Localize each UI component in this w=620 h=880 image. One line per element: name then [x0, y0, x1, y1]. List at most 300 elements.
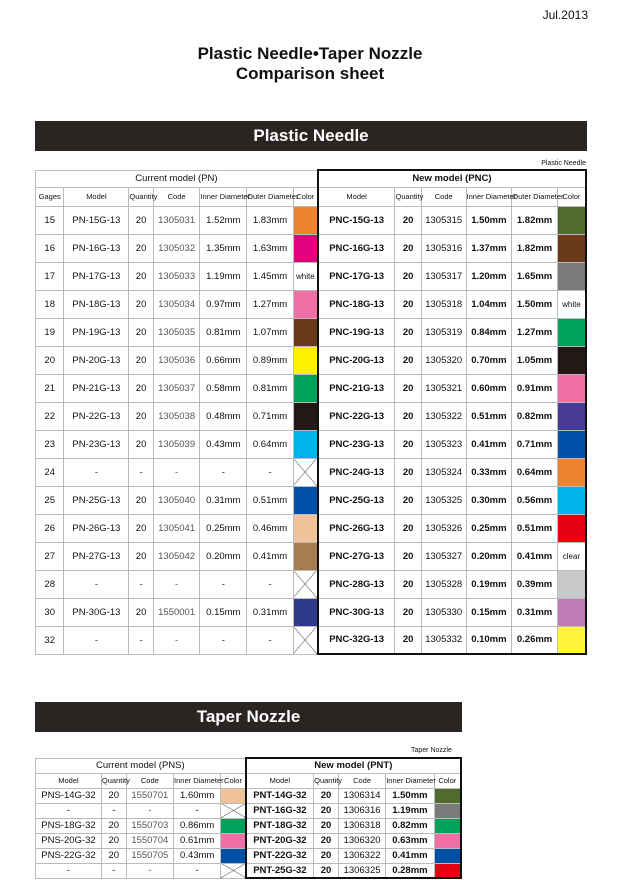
new-color-swatch	[557, 318, 586, 346]
new-model-cell: PNT-20G-32	[246, 833, 314, 848]
column-header: Code	[421, 187, 466, 206]
code-cell: 1550705	[126, 848, 173, 863]
new-quantity-cell: 20	[395, 402, 421, 430]
table-row	[36, 788, 462, 803]
outer-diameter-cell: 1.83mm	[247, 206, 294, 234]
inner-diameter-cell: -	[174, 803, 221, 818]
new-quantity-cell: 20	[395, 318, 421, 346]
code-cell: 1305032	[153, 234, 200, 262]
inner-diameter-cell: -	[200, 458, 247, 486]
code-cell: 1550701	[126, 788, 173, 803]
table-row	[36, 818, 462, 833]
new-code-cell: 1305318	[421, 290, 466, 318]
new-color-swatch	[434, 818, 461, 833]
outer-diameter-cell: 0.46mm	[247, 514, 294, 542]
gage-cell: 20	[36, 346, 64, 374]
color-swatch	[293, 402, 317, 430]
new-quantity-cell: 20	[395, 374, 421, 402]
new-quantity-cell: 20	[314, 848, 339, 863]
group-header-row	[36, 170, 587, 187]
new-color-swatch	[557, 430, 586, 458]
new-color-swatch	[557, 346, 586, 374]
table-row	[36, 234, 587, 262]
table-row	[36, 402, 587, 430]
plastic-needle-banner: Plastic Needle	[35, 121, 587, 151]
new-quantity-cell: 20	[395, 570, 421, 598]
quantity-cell: 20	[101, 788, 126, 803]
table-row	[36, 374, 587, 402]
outer-diameter-cell: 1.45mm	[247, 262, 294, 290]
color-swatch: white	[293, 262, 317, 290]
new-inner-diameter-cell: 1.50mm	[466, 206, 512, 234]
quantity-cell: 20	[101, 833, 126, 848]
quantity-cell: 20	[129, 374, 153, 402]
new-model-cell: PNT-16G-32	[246, 803, 314, 818]
new-quantity-cell: 20	[395, 234, 421, 262]
new-code-cell: 1305324	[421, 458, 466, 486]
color-swatch	[221, 803, 246, 818]
current-model-header: Current model (PN)	[36, 170, 318, 187]
code-cell: 1550704	[126, 833, 173, 848]
column-header: Color	[293, 187, 317, 206]
column-header: Model	[36, 773, 102, 788]
gage-cell: 23	[36, 430, 64, 458]
code-cell: 1305033	[153, 262, 200, 290]
new-code-cell: 1305328	[421, 570, 466, 598]
model-cell: -	[36, 803, 102, 818]
quantity-cell: 20	[101, 848, 126, 863]
new-inner-diameter-cell: 1.19mm	[386, 803, 434, 818]
column-header: Outer Diameter	[512, 187, 558, 206]
column-header: Inner Diameter	[200, 187, 247, 206]
new-color-swatch: clear	[557, 542, 586, 570]
outer-diameter-cell: 0.51mm	[247, 486, 294, 514]
quantity-cell: 20	[129, 234, 153, 262]
inner-diameter-cell: 0.15mm	[200, 598, 247, 626]
inner-diameter-cell: -	[200, 626, 247, 654]
new-outer-diameter-cell: 0.26mm	[512, 626, 558, 654]
new-outer-diameter-cell: 0.41mm	[512, 542, 558, 570]
table-row	[36, 598, 587, 626]
code-cell: 1305041	[153, 514, 200, 542]
new-model-cell: PNT-14G-32	[246, 788, 314, 803]
new-code-cell: 1305320	[421, 346, 466, 374]
code-cell: 1550001	[153, 598, 200, 626]
new-code-cell: 1306318	[338, 818, 385, 833]
column-header: Code	[126, 773, 173, 788]
outer-diameter-cell: 1.07mm	[247, 318, 294, 346]
new-quantity-cell: 20	[395, 626, 421, 654]
new-outer-diameter-cell: 1.82mm	[512, 206, 558, 234]
quantity-cell: -	[129, 570, 153, 598]
new-code-cell: 1305326	[421, 514, 466, 542]
new-code-cell: 1305317	[421, 262, 466, 290]
new-model-cell: PNC-32G-13	[318, 626, 395, 654]
quantity-cell: -	[129, 626, 153, 654]
taper-nozzle-banner: Taper Nozzle	[35, 702, 462, 732]
new-code-cell: 1306316	[338, 803, 385, 818]
title-line-2: Comparison sheet	[235, 64, 385, 83]
new-color-swatch	[557, 374, 586, 402]
new-color-swatch	[434, 833, 461, 848]
new-code-cell: 1305316	[421, 234, 466, 262]
new-outer-diameter-cell: 0.64mm	[512, 458, 558, 486]
new-quantity-cell: 20	[395, 458, 421, 486]
new-model-cell: PNC-25G-13	[318, 486, 395, 514]
inner-diameter-cell: 0.61mm	[174, 833, 221, 848]
quantity-cell: 20	[129, 346, 153, 374]
model-cell: PN-30G-13	[64, 598, 129, 626]
new-inner-diameter-cell: 0.41mm	[386, 848, 434, 863]
new-outer-diameter-cell: 0.51mm	[512, 514, 558, 542]
code-cell: 1305038	[153, 402, 200, 430]
color-swatch	[293, 234, 317, 262]
table-row	[36, 848, 462, 863]
color-swatch	[293, 346, 317, 374]
new-quantity-cell: 20	[314, 818, 339, 833]
column-header: Inner Diameter	[466, 187, 512, 206]
quantity-cell: 20	[129, 542, 153, 570]
new-model-cell: PNC-18G-13	[318, 290, 395, 318]
inner-diameter-cell: 0.58mm	[200, 374, 247, 402]
color-swatch	[293, 430, 317, 458]
code-cell: 1305037	[153, 374, 200, 402]
column-header: Code	[338, 773, 385, 788]
table-row	[36, 863, 462, 878]
new-inner-diameter-cell: 0.63mm	[386, 833, 434, 848]
inner-diameter-cell: -	[174, 863, 221, 878]
new-quantity-cell: 20	[395, 206, 421, 234]
new-quantity-cell: 20	[314, 788, 339, 803]
color-swatch	[293, 570, 317, 598]
new-color-swatch	[557, 262, 586, 290]
table-row	[36, 290, 587, 318]
inner-diameter-cell: 1.35mm	[200, 234, 247, 262]
inner-diameter-cell: -	[200, 570, 247, 598]
gage-cell: 32	[36, 626, 64, 654]
new-inner-diameter-cell: 1.04mm	[466, 290, 512, 318]
new-inner-diameter-cell: 0.28mm	[386, 863, 434, 878]
new-outer-diameter-cell: 0.31mm	[512, 598, 558, 626]
new-quantity-cell: 20	[395, 542, 421, 570]
new-color-swatch	[557, 206, 586, 234]
new-color-swatch	[557, 486, 586, 514]
quantity-cell: 20	[101, 818, 126, 833]
quantity-cell: 20	[129, 206, 153, 234]
model-cell: PN-22G-13	[64, 402, 129, 430]
new-model-cell: PNT-25G-32	[246, 863, 314, 878]
new-inner-diameter-cell: 0.84mm	[466, 318, 512, 346]
taper-nozzle-table	[35, 757, 462, 879]
color-swatch	[221, 788, 246, 803]
color-swatch	[293, 458, 317, 486]
new-code-cell: 1305325	[421, 486, 466, 514]
outer-diameter-cell: 0.81mm	[247, 374, 294, 402]
outer-diameter-cell: -	[247, 570, 294, 598]
code-cell: -	[153, 458, 200, 486]
outer-diameter-cell: 0.41mm	[247, 542, 294, 570]
table-row	[36, 626, 587, 654]
new-model-cell: PNC-17G-13	[318, 262, 395, 290]
plastic-needle-table	[35, 169, 587, 655]
quantity-cell: 20	[129, 290, 153, 318]
table-row	[36, 262, 587, 290]
new-quantity-cell: 20	[314, 863, 339, 878]
column-header: Color	[434, 773, 461, 788]
column-header: Model	[246, 773, 314, 788]
model-cell: PN-16G-13	[64, 234, 129, 262]
quantity-cell: 20	[129, 318, 153, 346]
inner-diameter-cell: 0.81mm	[200, 318, 247, 346]
code-cell: 1305036	[153, 346, 200, 374]
new-inner-diameter-cell: 0.15mm	[466, 598, 512, 626]
inner-diameter-cell: 1.52mm	[200, 206, 247, 234]
column-header: Quantity	[129, 187, 153, 206]
inner-diameter-cell: 0.43mm	[200, 430, 247, 458]
new-outer-diameter-cell: 1.65mm	[512, 262, 558, 290]
new-inner-diameter-cell: 0.41mm	[466, 430, 512, 458]
new-outer-diameter-cell: 0.39mm	[512, 570, 558, 598]
model-cell: PNS-22G-32	[36, 848, 102, 863]
model-cell: PN-26G-13	[64, 514, 129, 542]
new-color-swatch	[434, 863, 461, 878]
new-code-cell: 1305321	[421, 374, 466, 402]
model-cell: PN-23G-13	[64, 430, 129, 458]
new-model-cell: PNC-20G-13	[318, 346, 395, 374]
code-cell: -	[126, 863, 173, 878]
new-model-cell: PNC-16G-13	[318, 234, 395, 262]
table-row	[36, 206, 587, 234]
new-color-swatch	[434, 848, 461, 863]
gage-cell: 21	[36, 374, 64, 402]
outer-diameter-cell: 0.89mm	[247, 346, 294, 374]
model-cell: PN-19G-13	[64, 318, 129, 346]
quantity-cell: -	[129, 458, 153, 486]
color-swatch	[221, 833, 246, 848]
model-cell: PN-27G-13	[64, 542, 129, 570]
outer-diameter-cell: -	[247, 626, 294, 654]
column-header: Inner Diameter	[174, 773, 221, 788]
gage-cell: 28	[36, 570, 64, 598]
color-swatch	[221, 863, 246, 878]
gage-cell: 17	[36, 262, 64, 290]
column-header: Color	[557, 187, 586, 206]
inner-diameter-cell: 0.97mm	[200, 290, 247, 318]
new-inner-diameter-cell: 0.10mm	[466, 626, 512, 654]
new-quantity-cell: 20	[395, 290, 421, 318]
new-outer-diameter-cell: 1.05mm	[512, 346, 558, 374]
gage-cell: 24	[36, 458, 64, 486]
new-model-cell: PNC-24G-13	[318, 458, 395, 486]
new-code-cell: 1306314	[338, 788, 385, 803]
model-cell: PN-18G-13	[64, 290, 129, 318]
gage-cell: 26	[36, 514, 64, 542]
code-cell: -	[153, 626, 200, 654]
new-inner-diameter-cell: 0.33mm	[466, 458, 512, 486]
table-row	[36, 458, 587, 486]
new-quantity-cell: 20	[314, 833, 339, 848]
code-cell: 1305042	[153, 542, 200, 570]
new-outer-diameter-cell: 0.56mm	[512, 486, 558, 514]
date-label: Jul.2013	[542, 8, 588, 22]
inner-diameter-cell: 0.20mm	[200, 542, 247, 570]
new-color-swatch	[557, 598, 586, 626]
new-color-swatch	[557, 514, 586, 542]
new-color-swatch	[557, 458, 586, 486]
inner-diameter-cell: 0.31mm	[200, 486, 247, 514]
table-row	[36, 346, 587, 374]
inner-diameter-cell: 0.43mm	[174, 848, 221, 863]
new-code-cell: 1305322	[421, 402, 466, 430]
new-model-cell: PNC-22G-13	[318, 402, 395, 430]
new-outer-diameter-cell: 1.50mm	[512, 290, 558, 318]
column-header: Model	[318, 187, 395, 206]
column-header: Code	[153, 187, 200, 206]
new-color-swatch	[434, 803, 461, 818]
new-model-cell: PNC-26G-13	[318, 514, 395, 542]
new-model-cell: PNC-19G-13	[318, 318, 395, 346]
new-outer-diameter-cell: 0.82mm	[512, 402, 558, 430]
outer-diameter-cell: -	[247, 458, 294, 486]
color-swatch	[293, 542, 317, 570]
new-code-cell: 1305315	[421, 206, 466, 234]
new-inner-diameter-cell: 1.37mm	[466, 234, 512, 262]
new-code-cell: 1305319	[421, 318, 466, 346]
group-header-row	[36, 758, 462, 773]
gage-cell: 27	[36, 542, 64, 570]
new-model-cell: PNT-22G-32	[246, 848, 314, 863]
code-cell: -	[153, 570, 200, 598]
new-color-swatch	[557, 234, 586, 262]
color-swatch	[293, 626, 317, 654]
new-code-cell: 1306320	[338, 833, 385, 848]
gage-cell: 18	[36, 290, 64, 318]
new-inner-diameter-cell: 0.30mm	[466, 486, 512, 514]
new-model-cell: PNC-21G-13	[318, 374, 395, 402]
column-header: Inner Diameter	[386, 773, 434, 788]
new-code-cell: 1305330	[421, 598, 466, 626]
new-color-swatch: white	[557, 290, 586, 318]
color-swatch	[221, 848, 246, 863]
page-title	[0, 44, 620, 84]
new-color-swatch	[557, 570, 586, 598]
column-header: Quantity	[101, 773, 126, 788]
table-row	[36, 542, 587, 570]
inner-diameter-cell: 1.60mm	[174, 788, 221, 803]
table-row	[36, 514, 587, 542]
table-row	[36, 833, 462, 848]
table-row	[36, 430, 587, 458]
model-cell: -	[64, 570, 129, 598]
new-quantity-cell: 20	[395, 430, 421, 458]
new-inner-diameter-cell: 0.20mm	[466, 542, 512, 570]
code-cell: 1305034	[153, 290, 200, 318]
new-inner-diameter-cell: 0.60mm	[466, 374, 512, 402]
quantity-cell: 20	[129, 262, 153, 290]
new-quantity-cell: 20	[395, 346, 421, 374]
new-color-swatch	[434, 788, 461, 803]
color-swatch	[293, 486, 317, 514]
outer-diameter-cell: 1.63mm	[247, 234, 294, 262]
current-model-header: Current model (PNS)	[36, 758, 246, 773]
new-model-header: New model (PNT)	[246, 758, 461, 773]
new-quantity-cell: 20	[395, 486, 421, 514]
new-code-cell: 1305327	[421, 542, 466, 570]
column-header: Outer Diameter	[247, 187, 294, 206]
inner-diameter-cell: 0.66mm	[200, 346, 247, 374]
new-model-cell: PNC-27G-13	[318, 542, 395, 570]
new-outer-diameter-cell: 1.82mm	[512, 234, 558, 262]
color-swatch	[293, 374, 317, 402]
column-header: Gages	[36, 187, 64, 206]
model-cell: PN-25G-13	[64, 486, 129, 514]
gage-cell: 25	[36, 486, 64, 514]
new-inner-diameter-cell: 0.70mm	[466, 346, 512, 374]
outer-diameter-cell: 0.64mm	[247, 430, 294, 458]
color-swatch	[293, 514, 317, 542]
code-cell: 1305039	[153, 430, 200, 458]
outer-diameter-cell: 1.27mm	[247, 290, 294, 318]
model-cell: PN-21G-13	[64, 374, 129, 402]
model-cell: PN-20G-13	[64, 346, 129, 374]
new-model-header: New model (PNC)	[318, 170, 586, 187]
code-cell: 1305031	[153, 206, 200, 234]
model-cell: PNS-20G-32	[36, 833, 102, 848]
plastic-needle-tag: Plastic Needle	[541, 160, 586, 167]
new-outer-diameter-cell: 1.27mm	[512, 318, 558, 346]
inner-diameter-cell: 0.48mm	[200, 402, 247, 430]
new-quantity-cell: 20	[395, 598, 421, 626]
new-quantity-cell: 20	[314, 803, 339, 818]
inner-diameter-cell: 0.86mm	[174, 818, 221, 833]
inner-diameter-cell: 0.25mm	[200, 514, 247, 542]
new-inner-diameter-cell: 0.19mm	[466, 570, 512, 598]
color-swatch	[293, 598, 317, 626]
table-row	[36, 803, 462, 818]
quantity-cell: 20	[129, 402, 153, 430]
color-swatch	[293, 206, 317, 234]
new-inner-diameter-cell: 1.20mm	[466, 262, 512, 290]
code-cell: -	[126, 803, 173, 818]
model-cell: PN-17G-13	[64, 262, 129, 290]
column-header-row	[36, 773, 462, 788]
model-cell: -	[64, 458, 129, 486]
new-model-cell: PNC-30G-13	[318, 598, 395, 626]
new-quantity-cell: 20	[395, 514, 421, 542]
new-code-cell: 1305323	[421, 430, 466, 458]
gage-cell: 22	[36, 402, 64, 430]
column-header-row	[36, 187, 587, 206]
model-cell: -	[64, 626, 129, 654]
new-model-cell: PNC-23G-13	[318, 430, 395, 458]
model-cell: PNS-14G-32	[36, 788, 102, 803]
table-row	[36, 318, 587, 346]
new-inner-diameter-cell: 0.82mm	[386, 818, 434, 833]
inner-diameter-cell: 1.19mm	[200, 262, 247, 290]
table-row	[36, 570, 587, 598]
gage-cell: 30	[36, 598, 64, 626]
code-cell: 1305035	[153, 318, 200, 346]
new-color-swatch	[557, 626, 586, 654]
column-header: Color	[221, 773, 246, 788]
title-line-1: Plastic Needle•Taper Nozzle	[197, 44, 423, 63]
new-model-cell: PNC-15G-13	[318, 206, 395, 234]
new-model-cell: PNT-18G-32	[246, 818, 314, 833]
quantity-cell: 20	[129, 598, 153, 626]
code-cell: 1305040	[153, 486, 200, 514]
color-swatch	[293, 318, 317, 346]
quantity-cell: -	[101, 803, 126, 818]
